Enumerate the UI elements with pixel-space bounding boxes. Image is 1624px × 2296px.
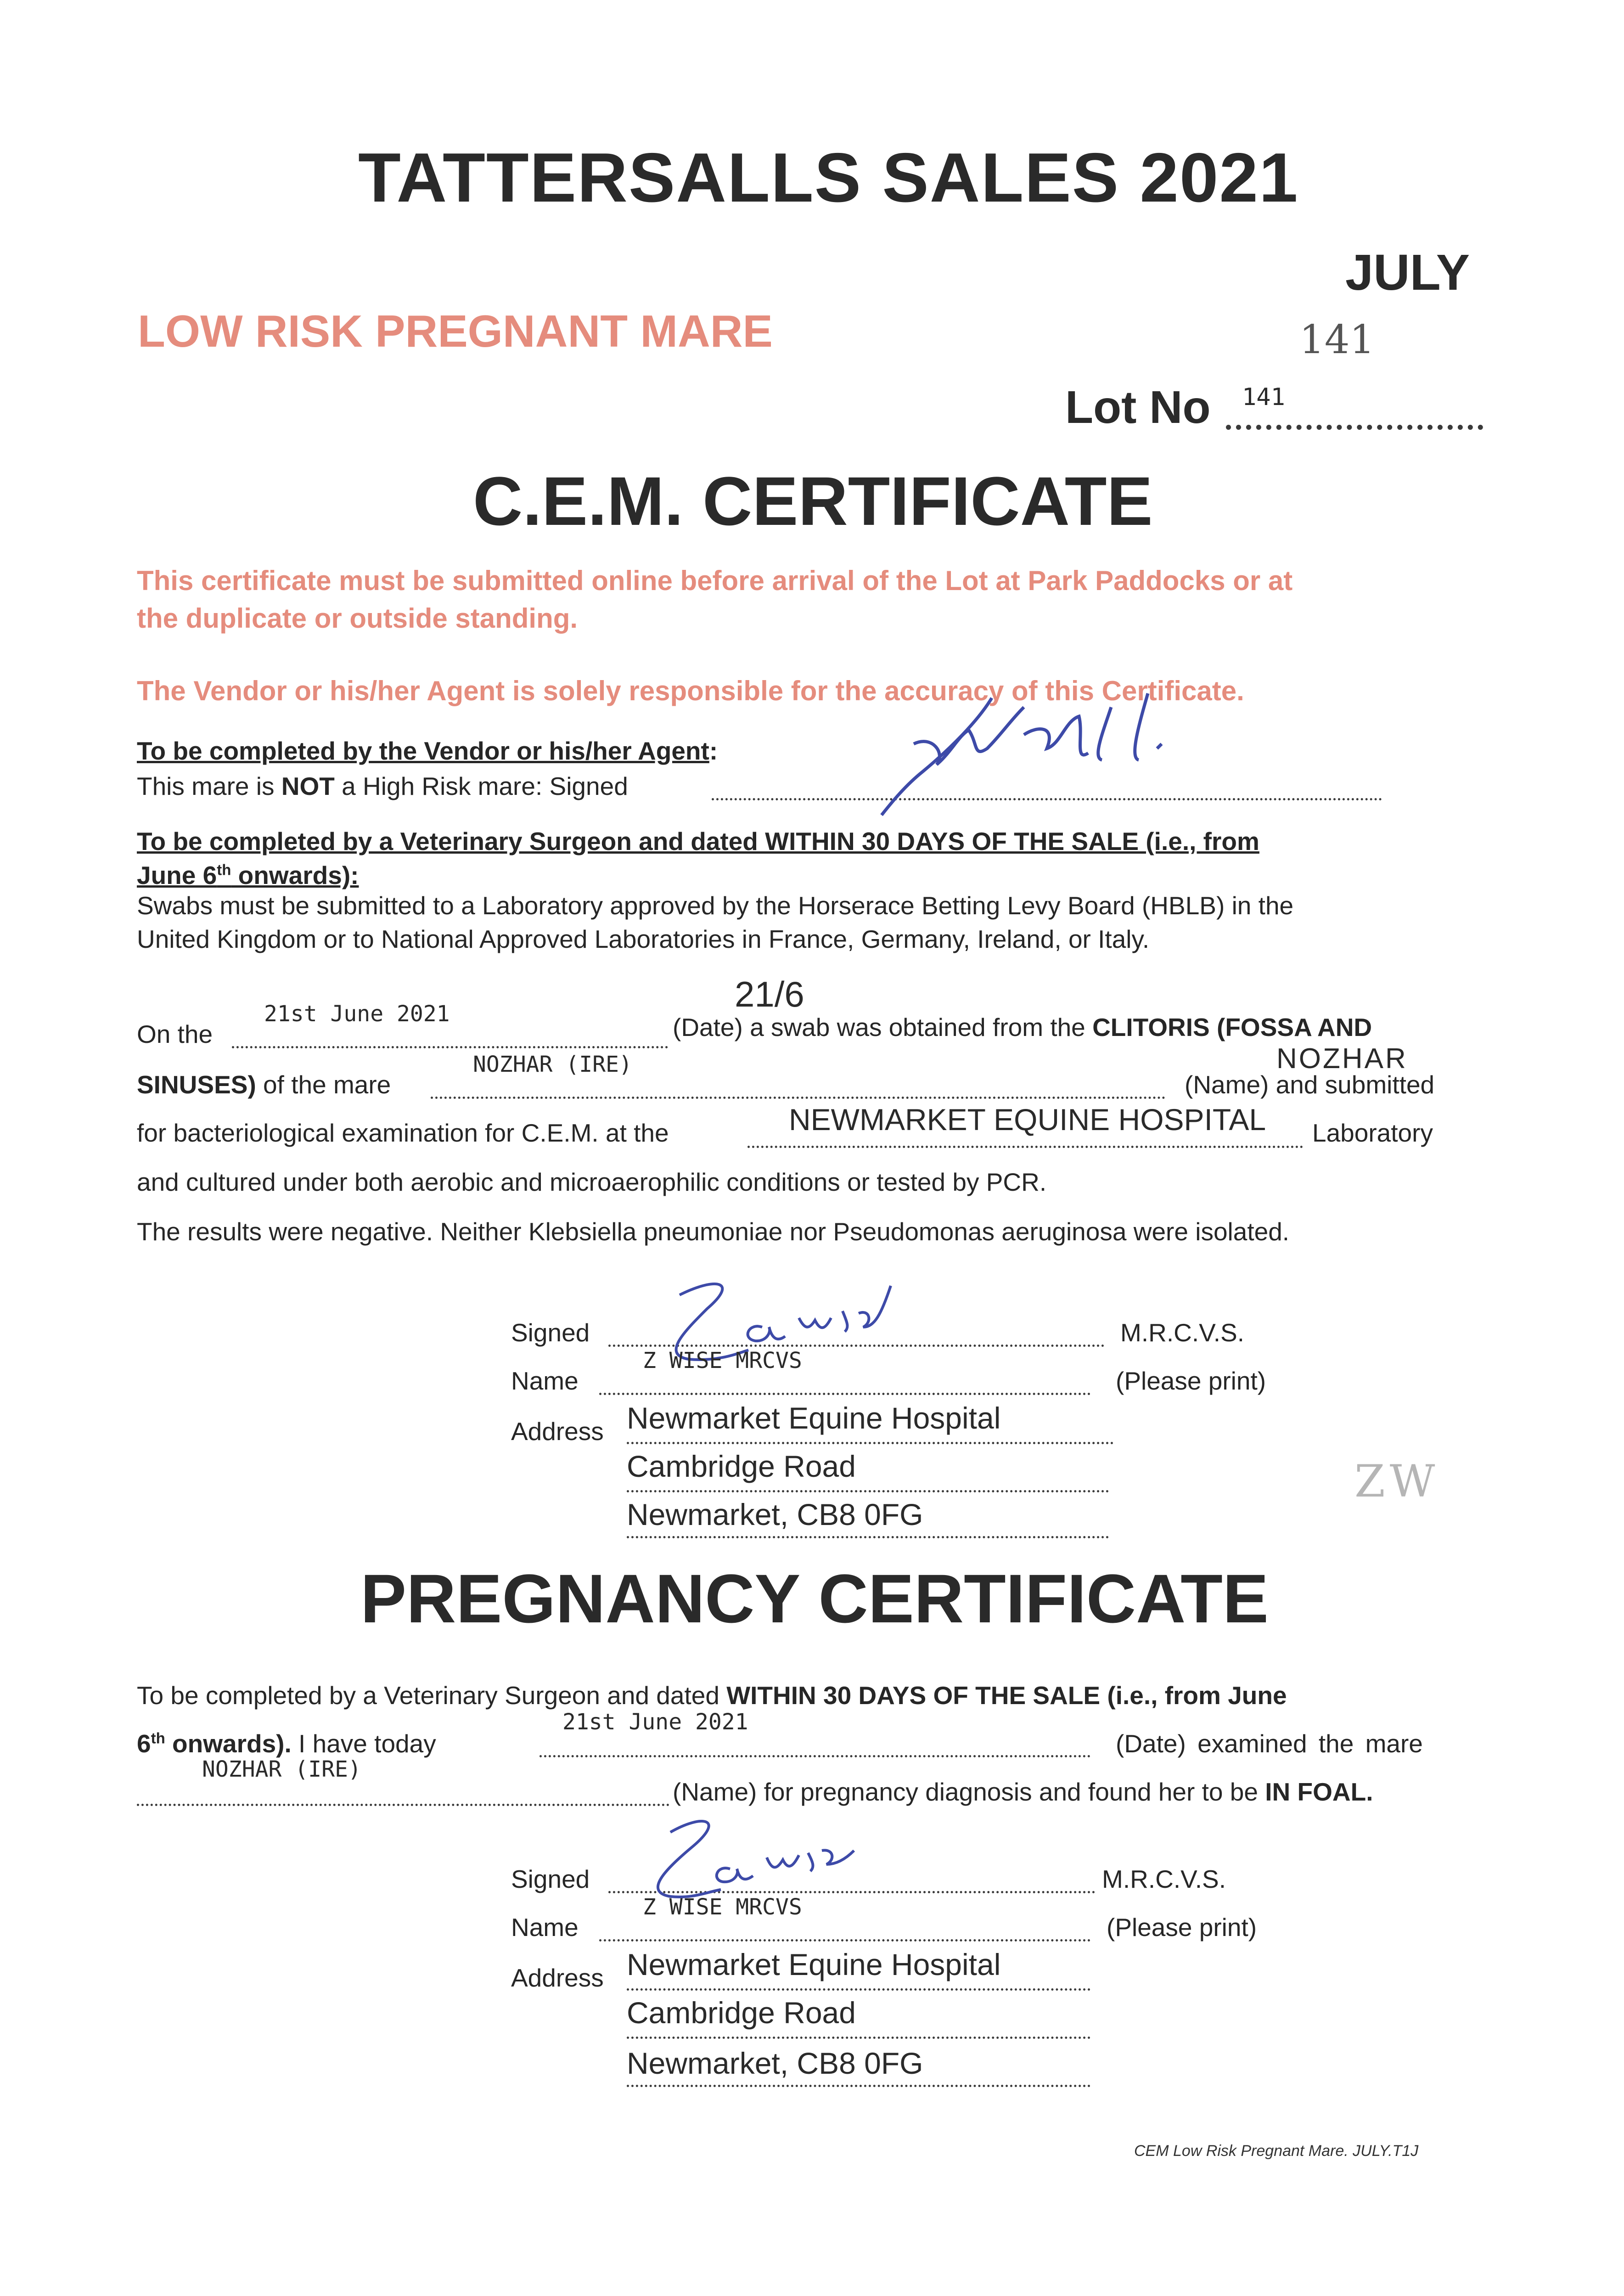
vendor-heading-text: To be completed by the Vendor or his/her Agent (137, 737, 709, 765)
lab-name-line[interactable] (747, 1146, 1303, 1148)
cem-address-dots3[interactable] (627, 1536, 1109, 1538)
cultured-line: and cultured under both aerobic and microaerophilic conditions or tested by PCR. (137, 1168, 1047, 1196)
preg-please-print: (Please print) (1107, 1913, 1257, 1941)
vendor-line-not: NOT (281, 772, 335, 800)
cem-address-label: Address (511, 1417, 604, 1446)
preg-name-label: Name (511, 1913, 579, 1941)
preg-vet-name: Z WISE MRCVS (643, 1894, 802, 1920)
date-sentence-bold: CLITORIS (FOSSA AND (1092, 1013, 1372, 1041)
on-the-label: On the (137, 1020, 213, 1048)
laboratory-label: Laboratory (1312, 1119, 1433, 1147)
cem-address-line3: Newmarket, CB8 0FG (627, 1497, 923, 1531)
vendor-heading-colon: : (709, 737, 718, 765)
cem-please-print: (Please print) (1116, 1367, 1266, 1395)
preg-vet-signature (592, 1800, 868, 1910)
lab-name: NEWMARKET EQUINE HOSPITAL (789, 1103, 1266, 1137)
preg-signed-label: Signed (511, 1865, 590, 1893)
preg-line1-bold: WITHIN 30 DAYS OF THE SALE (i.e., from June (726, 1681, 1287, 1710)
preg-address-label: Address (511, 1964, 604, 1992)
cem-title: C.E.M. CERTIFICATE (473, 462, 1153, 540)
date-sentence-pre: (Date) a swab was obtained from the (673, 1013, 1093, 1041)
bacteriological-line: for bacteriological examination for C.E.M. at the (137, 1119, 669, 1147)
sinuses-bold: SINUSES) (137, 1070, 256, 1099)
vet-heading-line1 (137, 827, 1259, 856)
cem-date-line[interactable] (232, 1046, 668, 1048)
swab-line2: United Kingdom or to National Approved Laboratories in France, Germany, Ireland, or Italy. (137, 925, 1150, 953)
preg-date-value: 21st June 2021 (562, 1709, 748, 1735)
cem-mare-name: NOZHAR (IRE) (473, 1052, 632, 1077)
preg-line3-text: (Name) for pregnancy diagnosis and found her to be (673, 1778, 1265, 1806)
preg-six: 6 (137, 1729, 151, 1758)
preg-date-line[interactable] (539, 1755, 1090, 1757)
vendor-line-pre: This mare is (137, 772, 281, 800)
preg-address-line2: Cambridge Road (627, 1996, 856, 2030)
vendor-signed-line (137, 771, 628, 801)
lot-label: Lot No (1065, 382, 1211, 433)
preg-mare-line[interactable] (137, 1804, 669, 1806)
swab-line1: Swabs must be submitted to a Laboratory approved by the Horserace Betting Levy Board (HBLB) in the (137, 891, 1294, 920)
preg-address-dots3[interactable] (627, 2085, 1090, 2087)
lot-value: 141 (1242, 383, 1285, 411)
vendor-signature (872, 666, 1240, 817)
preg-address-dots2[interactable] (627, 2037, 1090, 2039)
handwritten-initials: ZW (1354, 1456, 1440, 1507)
sinuses-line (137, 1070, 391, 1099)
preg-address-line1: Newmarket Equine Hospital (627, 1947, 1001, 1981)
cem-date-value: 21st June 2021 (264, 1001, 450, 1027)
preg-name-line[interactable] (599, 1939, 1090, 1941)
vendor-line-post: a High Risk mare: Signed (334, 772, 628, 800)
cem-name-line[interactable] (599, 1393, 1090, 1395)
cem-mrcvs: M.R.C.V.S. (1120, 1318, 1244, 1347)
preg-address-line3: Newmarket, CB8 0FG (627, 2046, 923, 2080)
date-sentence (673, 1013, 1372, 1042)
preg-date-text: (Date) examined the mare (1116, 1729, 1423, 1758)
of-the-mare: of the mare (256, 1070, 391, 1099)
vet-heading-june: June 6 (137, 861, 217, 889)
lot-dots (1226, 425, 1483, 430)
cem-address-dots1[interactable] (627, 1442, 1113, 1444)
cem-name-label: Name (511, 1367, 579, 1395)
footer-code: CEM Low Risk Pregnant Mare. JULY.T1J (1134, 2142, 1419, 2160)
handwritten-name-note: NOZHAR (1276, 1043, 1408, 1075)
results-line: The results were negative. Neither Klebsiella pneumoniae nor Pseudomonas aeruginosa were isolated. (137, 1217, 1290, 1246)
risk-type: LOW RISK PREGNANT MARE (138, 306, 773, 356)
notice-online-line1: This certificate must be submitted online before arrival of the Lot at Park Paddocks or at (137, 565, 1293, 596)
vet-heading-sup: th (217, 861, 231, 878)
cem-address-line1: Newmarket Equine Hospital (627, 1401, 1001, 1435)
vet-heading-onwards: onwards): (231, 861, 359, 889)
name-submitted: (Name) and submitted (1185, 1070, 1435, 1099)
preg-line1-pre: To be completed by a Veterinary Surgeon and dated (137, 1681, 727, 1710)
preg-have-today: I have today (291, 1729, 436, 1758)
vet-heading-text1: To be completed by a Veterinary Surgeon and dated WITHIN 30 DAYS OF THE SALE (i.e., from (137, 827, 1259, 855)
cem-signed-label: Signed (511, 1318, 590, 1347)
cem-mare-line[interactable] (431, 1097, 1165, 1099)
notice-online-line2: the duplicate or outside standing. (137, 603, 578, 634)
preg-line2 (137, 1729, 436, 1758)
preg-in-foal: IN FOAL. (1265, 1778, 1373, 1806)
cem-vet-name: Z WISE MRCVS (643, 1348, 802, 1373)
handwritten-lot-number: 141 (1299, 317, 1375, 363)
vendor-heading (137, 736, 718, 765)
notice-responsibility: The Vendor or his/her Agent is solely responsible for the accuracy of this Certificate. (137, 675, 1244, 706)
preg-sup: th (151, 1729, 165, 1747)
vet-heading-line2 (137, 861, 359, 890)
month-label: JULY (1345, 244, 1470, 301)
cem-address-line2: Cambridge Road (627, 1449, 856, 1483)
preg-onwards: onwards). (165, 1729, 292, 1758)
preg-mrcvs: M.R.C.V.S. (1102, 1865, 1226, 1893)
main-title: TATTERSALLS SALES 2021 (358, 139, 1299, 217)
preg-mare-name: NOZHAR (IRE) (202, 1756, 361, 1782)
handwritten-date-note: 21/6 (735, 974, 804, 1014)
preg-address-dots1[interactable] (627, 1988, 1090, 1991)
pregnancy-title: PREGNANCY CERTIFICATE (360, 1560, 1269, 1637)
preg-line1 (137, 1681, 1287, 1710)
cem-address-dots2[interactable] (627, 1490, 1109, 1492)
